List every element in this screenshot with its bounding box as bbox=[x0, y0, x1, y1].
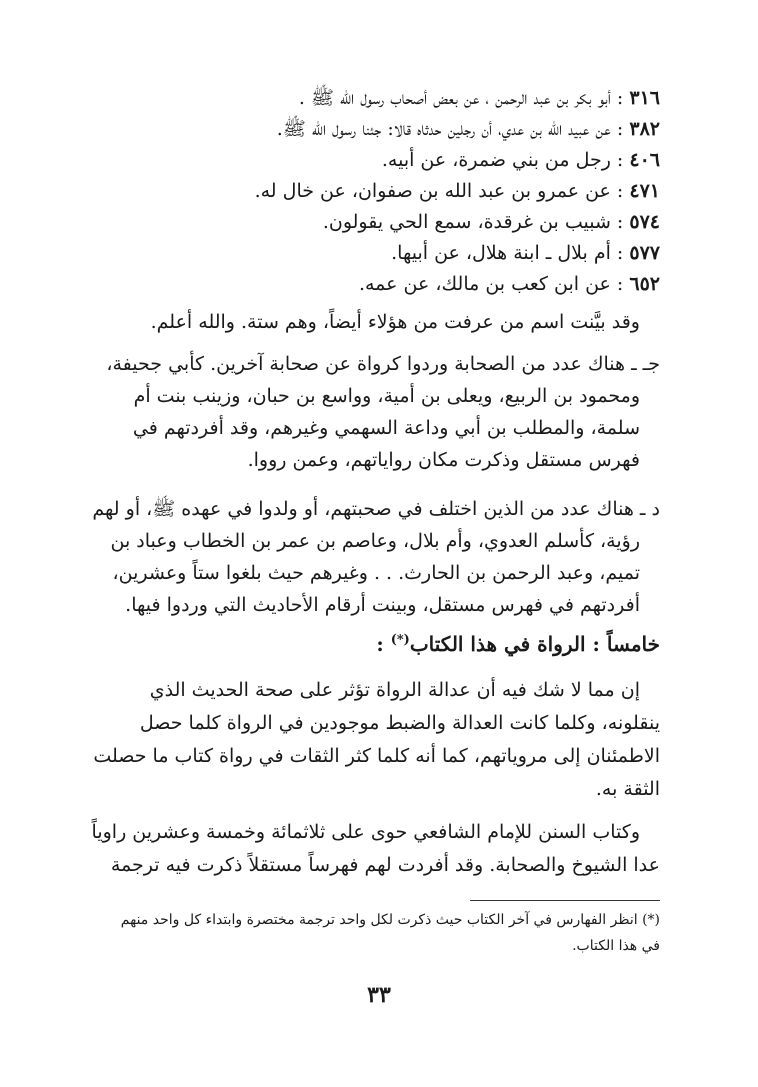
list-item: ٥٧٤ : شبيب بن غرقدة، سمع الحي يقولون. bbox=[322, 211, 660, 233]
heading-label: خامساً bbox=[606, 632, 660, 656]
footnote-divider bbox=[470, 900, 660, 901]
section-heading: خامساً : الرواة في هذا الكتاب(*) : bbox=[376, 632, 660, 656]
entry-text: أبو بكر بن عبد الرحمن ، عن بعض أصحاب رسول الله ﷺ . bbox=[298, 87, 611, 109]
entry-text: عن ابن كعب بن مالك، عن عمه. bbox=[358, 273, 611, 295]
text-line: الاطمئنان إلى مروياتهم، كما أنه كلما كثر الثقات في رواة كتاب ما حصلت bbox=[93, 745, 660, 767]
text-line: ينقلونه، وكلما كانت العدالة والضبط موجودين في الرواة كلما حصل bbox=[139, 712, 660, 734]
entry-number: ٣٨٢ bbox=[629, 118, 660, 140]
text-line: الثقة به. bbox=[595, 778, 660, 800]
entry-number: ٦٥٢ bbox=[629, 273, 660, 295]
list-item: ٤٧١ : عن عمرو بن عبد الله بن صفوان، عن خال له. bbox=[254, 180, 660, 202]
footnote-line: (*) انظر الفهارس في آخر الكتاب حيث ذكرت لكل واحد ترجمة مختصرة وابتداء كل واحد منهم bbox=[120, 912, 660, 928]
text-line: عدا الشيوخ والصحابة. وقد أفردت لهم فهرساً مستقلاً ذكرت فيه ترجمة bbox=[110, 854, 660, 876]
entry-number: ٥٧٤ bbox=[629, 211, 660, 233]
text-line: ومحمود بن الربيع، ويعلى بن أمية، وواسع بن حبان، وزينب بنت أم bbox=[133, 385, 640, 407]
entry-text: أم بلال ـ ابنة هلال، عن أبيها. bbox=[391, 242, 611, 264]
entry-text: عن عبيد الله بن عدي، أن رجلين حدثاه قالا: جئنا رسول الله ﷺ. bbox=[276, 118, 611, 140]
entry-text: رجل من بني ضمرة، عن أبيه. bbox=[381, 149, 611, 171]
text-line: رؤية، كأسلم العدوي، وأم بلال، وعاصم بن عمر بن الخطاب وعباد بن bbox=[110, 530, 640, 552]
entry-text: شبيب بن غرقدة، سمع الحي يقولون. bbox=[322, 211, 611, 233]
text-line: وكتاب السنن للإمام الشافعي حوى على ثلاثمائة وخمسة وعشرين راوياً bbox=[91, 821, 640, 843]
entry-number: ٥٧٧ bbox=[629, 242, 660, 264]
list-item: ٥٧٧ : أم بلال ـ ابنة هلال، عن أبيها. bbox=[391, 242, 660, 264]
text-line: فهرس مستقل وذكرت مكان رواياتهم، وعمن رووا. bbox=[247, 449, 640, 471]
list-item: ٦٥٢ : عن ابن كعب بن مالك، عن عمه. bbox=[358, 273, 660, 295]
entry-text: عن عمرو بن عبد الله بن صفوان، عن خال له. bbox=[254, 180, 611, 202]
list-item: ٣٨٢ : عن عبيد الله بن عدي، أن رجلين حدثاه قالا: جئنا رسول الله ﷺ. bbox=[276, 118, 660, 140]
heading-title: الرواة في هذا الكتاب bbox=[409, 632, 586, 656]
text-line: د ـ هناك عدد من الذين اختلف في صحبتهم، أو ولدوا في عهده ﷺ، أو لهم bbox=[92, 498, 660, 520]
footnote-line: في هذا الكتاب. bbox=[572, 938, 660, 954]
text-line: إن مما لا شك فيه أن عدالة الرواة تؤثر على صحة الحديث الذي bbox=[149, 679, 640, 701]
entry-number: ٣١٦ bbox=[629, 87, 660, 109]
page-number: ٣٣ bbox=[367, 982, 391, 1008]
closing-line: وقد بيَّنت اسم من عرفت من هؤلاء أيضاً، وهم ستة. والله أعلم. bbox=[150, 311, 640, 333]
list-item: ٣١٦ : أبو بكر بن عبد الرحمن ، عن بعض أصحاب رسول الله ﷺ . bbox=[298, 87, 660, 109]
text-line: جـ ـ هناك عدد من الصحابة وردوا كرواة عن صحابة آخرين. كأبي جحيفة، bbox=[106, 353, 660, 375]
footnote-marker: (*) bbox=[390, 632, 410, 648]
entry-number: ٤٧١ bbox=[629, 180, 660, 202]
text-line: تميم، وعبد الرحمن بن الحارث. . . وغيرهم حيث بلغوا ستاً وعشرين، bbox=[112, 562, 640, 584]
text-line: سلمة، والمطلب بن أبي وداعة السهمي وغيرهم، وقد أفردتهم في bbox=[132, 417, 640, 439]
list-item: ٤٠٦ : رجل من بني ضمرة، عن أبيه. bbox=[381, 149, 660, 171]
entry-number: ٤٠٦ bbox=[629, 149, 660, 171]
text-line: أفردتهم في فهرس مستقل، وبينت أرقام الأحاديث التي وردوا فيها. bbox=[125, 594, 640, 616]
